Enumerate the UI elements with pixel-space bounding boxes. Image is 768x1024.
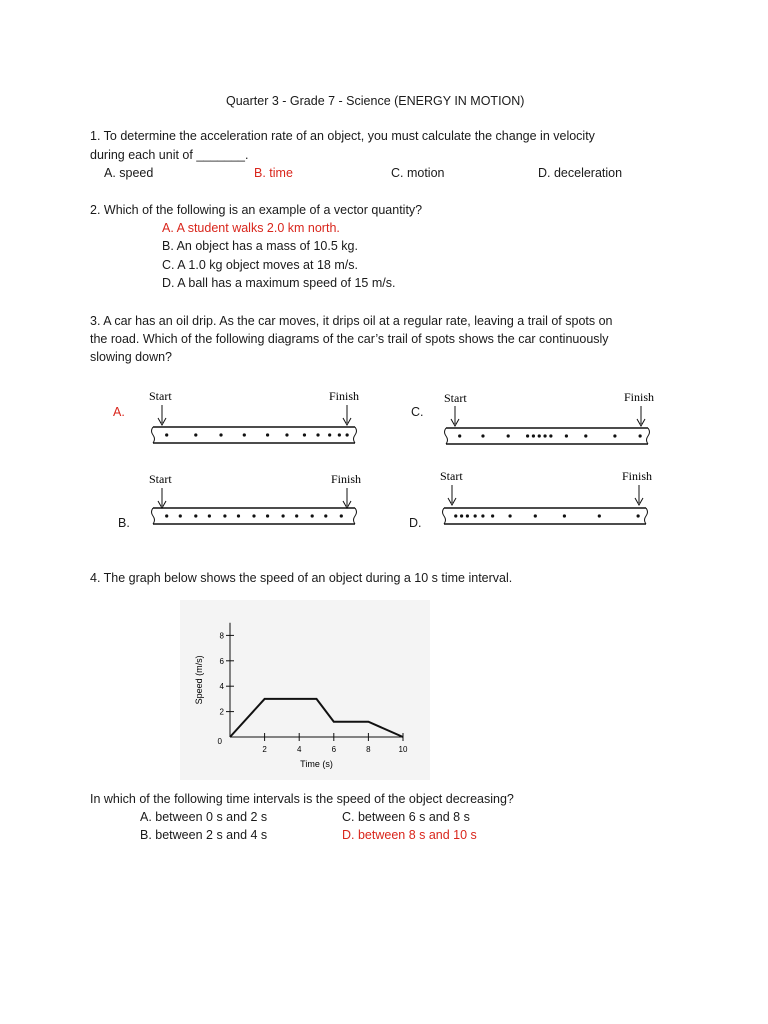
q4-option-d-answer: D. between 8 s and 10 s (342, 828, 477, 842)
oil-spot (208, 514, 211, 517)
x-tick-label: 10 (398, 745, 408, 754)
start-label: Start (149, 472, 172, 486)
y-tick-label: 2 (219, 707, 224, 717)
q4-option-c: C. between 6 s and 8 s (342, 810, 470, 824)
oil-spot (237, 514, 240, 517)
q3-stem-line2: the road. Which of the following diagrams of the car’s trail of spots shows the car continuously (90, 332, 609, 346)
oil-spot (165, 433, 168, 436)
oil-spot (340, 514, 343, 517)
oil-spot (526, 434, 529, 437)
q4-followup: In which of the following time intervals is the speed of the object decreasing? (90, 792, 514, 806)
oil-spot (454, 514, 457, 517)
oil-spot (637, 514, 640, 517)
oil-spot (194, 514, 197, 517)
oil-spot (543, 434, 546, 437)
oil-spot (491, 514, 494, 517)
oil-spot (303, 433, 306, 436)
q1-option-d: D. deceleration (538, 166, 623, 180)
y-tick-label: 8 (219, 631, 224, 641)
oil-spot (508, 514, 511, 517)
oil-spot (538, 434, 541, 437)
q3-stem-line3: slowing down? (90, 350, 172, 364)
q2-option-a-answer: A. A student walks 2.0 km north. (162, 221, 340, 235)
x-axis-label: Time (s) (300, 759, 333, 769)
oil-spot (316, 433, 319, 436)
oil-spot (338, 433, 341, 436)
q3-label-b: B. (118, 516, 130, 530)
oil-spot (532, 434, 535, 437)
q2-option-d: D. A ball has a maximum speed of 15 m/s. (162, 276, 396, 290)
oil-spot (282, 514, 285, 517)
oil-spot (179, 514, 182, 517)
oil-spot (598, 514, 601, 517)
q4-option-a: A. between 0 s and 2 s (140, 810, 268, 824)
q3-label-a: A. (113, 405, 125, 419)
oil-spot (311, 514, 314, 517)
q1-option-a: A. speed (104, 166, 154, 180)
oil-trail-diagram-d (438, 467, 660, 529)
q2-option-c: C. A 1.0 kg object moves at 18 m/s. (162, 258, 358, 272)
oil-spot (266, 514, 269, 517)
q3-label-d: D. (409, 516, 422, 530)
q1-stem-line2: during each unit of _______. (90, 148, 249, 162)
q2-stem: 2. Which of the following is an example of a vector quantity? (90, 203, 423, 217)
finish-label: Finish (624, 390, 655, 404)
x-tick-label: 6 (331, 745, 337, 754)
oil-spot (243, 433, 246, 436)
start-label: Start (149, 389, 172, 403)
y-axis-label: Speed (m/s) (194, 655, 204, 705)
q1-option-c: C. motion (391, 166, 445, 180)
oil-spot (252, 514, 255, 517)
q1-option-b-answer: B. time (254, 166, 293, 180)
start-label: Start (440, 469, 463, 483)
y-tick-label: 6 (219, 656, 224, 666)
oil-spot (474, 514, 477, 517)
q3-stem-line1: 3. A car has an oil drip. As the car moves, it drips oil at a regular rate, leaving a trail of spots on (90, 314, 613, 328)
oil-spot (466, 514, 469, 517)
oil-spot (563, 514, 566, 517)
oil-spot (613, 434, 616, 437)
x-tick-label: 4 (296, 745, 302, 754)
oil-spot (324, 514, 327, 517)
page-title: Quarter 3 - Grade 7 - Science (ENERGY IN MOTION) (226, 94, 525, 108)
origin-label: 0 (217, 737, 222, 746)
oil-spot (639, 434, 642, 437)
y-tick-label: 4 (219, 682, 224, 692)
oil-spot (285, 433, 288, 436)
oil-trail-diagram-a (145, 387, 365, 449)
oil-trail-diagram-c (440, 388, 662, 450)
oil-spot (507, 434, 510, 437)
finish-label: Finish (329, 389, 360, 403)
x-tick-label: 8 (366, 745, 371, 754)
oil-spot (165, 514, 168, 517)
oil-spot (565, 434, 568, 437)
oil-spot (219, 433, 222, 436)
oil-spot (549, 434, 552, 437)
finish-label: Finish (331, 472, 362, 486)
oil-spot (481, 514, 484, 517)
oil-spot (295, 514, 298, 517)
oil-spot (534, 514, 537, 517)
oil-spot (328, 433, 331, 436)
q3-label-c: C. (411, 405, 424, 419)
x-tick-label: 2 (262, 745, 267, 754)
oil-spot (458, 434, 461, 437)
speed-time-graph (180, 600, 430, 780)
oil-spot (266, 433, 269, 436)
oil-spot (346, 433, 349, 436)
oil-trail-diagram-b (145, 470, 365, 532)
oil-spot (194, 433, 197, 436)
finish-label: Finish (622, 469, 653, 483)
start-label: Start (444, 391, 467, 405)
oil-spot (481, 434, 484, 437)
q2-option-b: B. An object has a mass of 10.5 kg. (162, 239, 358, 253)
q4-stem: 4. The graph below shows the speed of an object during a 10 s time interval. (90, 571, 513, 585)
oil-spot (460, 514, 463, 517)
oil-spot (584, 434, 587, 437)
oil-spot (223, 514, 226, 517)
q1-stem-line1: 1. To determine the acceleration rate of an object, you must calculate the change in velocity (90, 129, 595, 143)
q4-option-b: B. between 2 s and 4 s (140, 828, 268, 842)
